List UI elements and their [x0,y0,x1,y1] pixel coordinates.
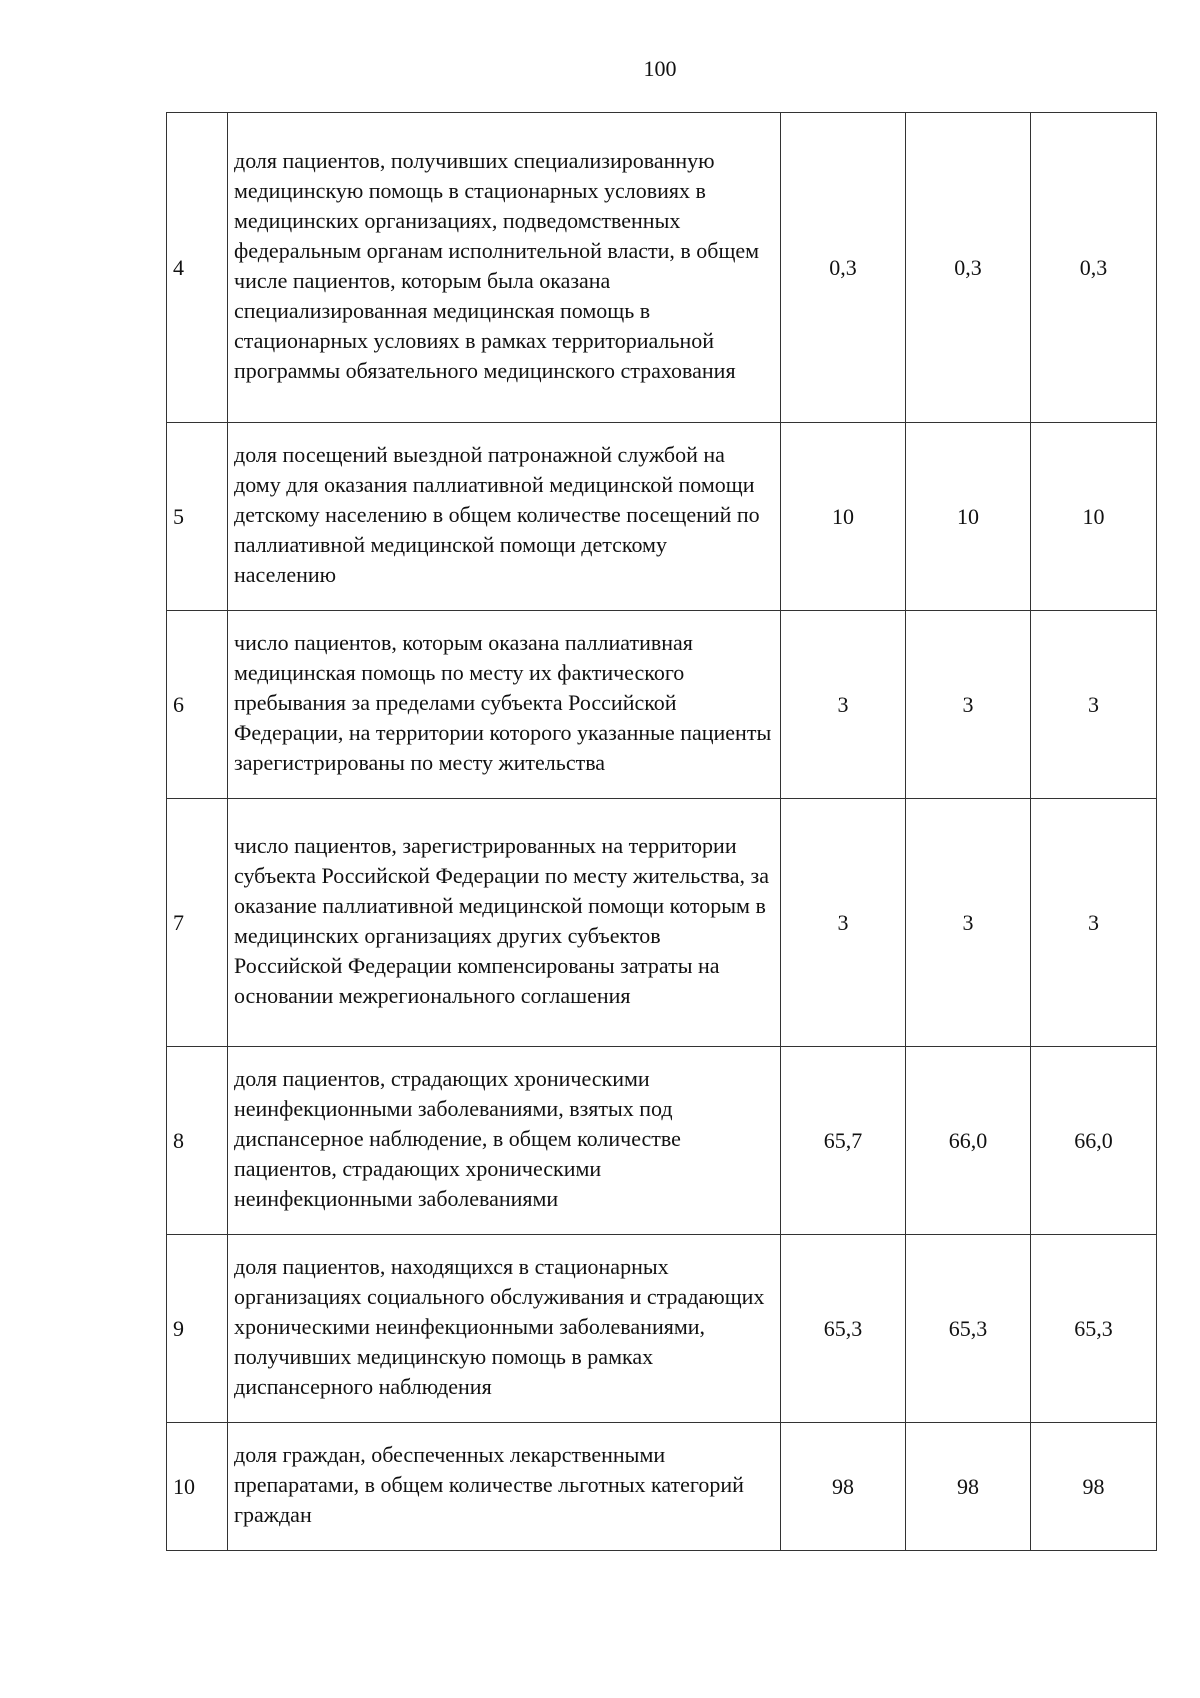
indicator-description: доля пациентов, находящихся в стационарных организациях социального обслуживания и страдающих хроническими неинфекционными заболеваниями, получивших медицинскую помощь в рамках диспансерного наблюдения [228,1235,781,1423]
value-year-3: 10 [1031,423,1157,611]
indicator-description: число пациентов, зарегистрированных на территории субъекта Российской Федерации по месту жительства, за оказание паллиативной медицинской помощи которым в медицинских организациях других субъектов Российской Федерации компенсированы затраты на основании межрегионального соглашения [228,799,781,1047]
value-year-1: 65,7 [781,1047,906,1235]
row-number: 5 [167,423,228,611]
value-year-3: 98 [1031,1423,1157,1551]
indicator-description: число пациентов, которым оказана паллиативная медицинская помощь по месту их фактического пребывания за пределами субъекта Российской Федерации, на территории которого указанные пациенты зарегистрированы по месту жительства [228,611,781,799]
indicators-table [166,112,1157,1551]
value-year-2: 0,3 [906,113,1031,423]
value-year-1: 98 [781,1423,906,1551]
value-year-3: 65,3 [1031,1235,1157,1423]
indicator-description: доля посещений выездной патронажной службой на дому для оказания паллиативной медицинской помощи детскому населению в общем количестве посещений по паллиативной медицинской помощи детскому населению [228,423,781,611]
value-year-2: 65,3 [906,1235,1031,1423]
value-year-1: 0,3 [781,113,906,423]
value-year-2: 3 [906,611,1031,799]
row-number: 4 [167,113,228,423]
table-row [167,611,1157,799]
table-row [167,113,1157,423]
value-year-3: 0,3 [1031,113,1157,423]
value-year-1: 3 [781,799,906,1047]
value-year-1: 10 [781,423,906,611]
value-year-3: 3 [1031,611,1157,799]
table-row [167,1047,1157,1235]
row-number: 9 [167,1235,228,1423]
value-year-1: 3 [781,611,906,799]
table-row [167,799,1157,1047]
table-row [167,423,1157,611]
indicator-description: доля пациентов, страдающих хроническими неинфекционными заболеваниями, взятых под диспансерное наблюдение, в общем количестве пациентов, страдающих хроническими неинфекционными заболеваниями [228,1047,781,1235]
value-year-3: 3 [1031,799,1157,1047]
row-number: 7 [167,799,228,1047]
value-year-2: 66,0 [906,1047,1031,1235]
row-number: 10 [167,1423,228,1551]
value-year-3: 66,0 [1031,1047,1157,1235]
indicator-description: доля граждан, обеспеченных лекарственными препаратами, в общем количестве льготных категорий граждан [228,1423,781,1551]
value-year-1: 65,3 [781,1235,906,1423]
table-row [167,1423,1157,1551]
value-year-2: 3 [906,799,1031,1047]
row-number: 6 [167,611,228,799]
page-number: 100 [643,56,677,81]
table-row [167,1235,1157,1423]
value-year-2: 10 [906,423,1031,611]
value-year-2: 98 [906,1423,1031,1551]
row-number: 8 [167,1047,228,1235]
indicator-description: доля пациентов, получивших специализированную медицинскую помощь в стационарных условиях в медицинских организациях, подведомственных федеральным органам исполнительной власти, в общем числе пациентов, которым была оказана специализированная медицинская помощь в стационарных условиях в рамках территориальной программы обязательного медицинского страхования [228,113,781,423]
